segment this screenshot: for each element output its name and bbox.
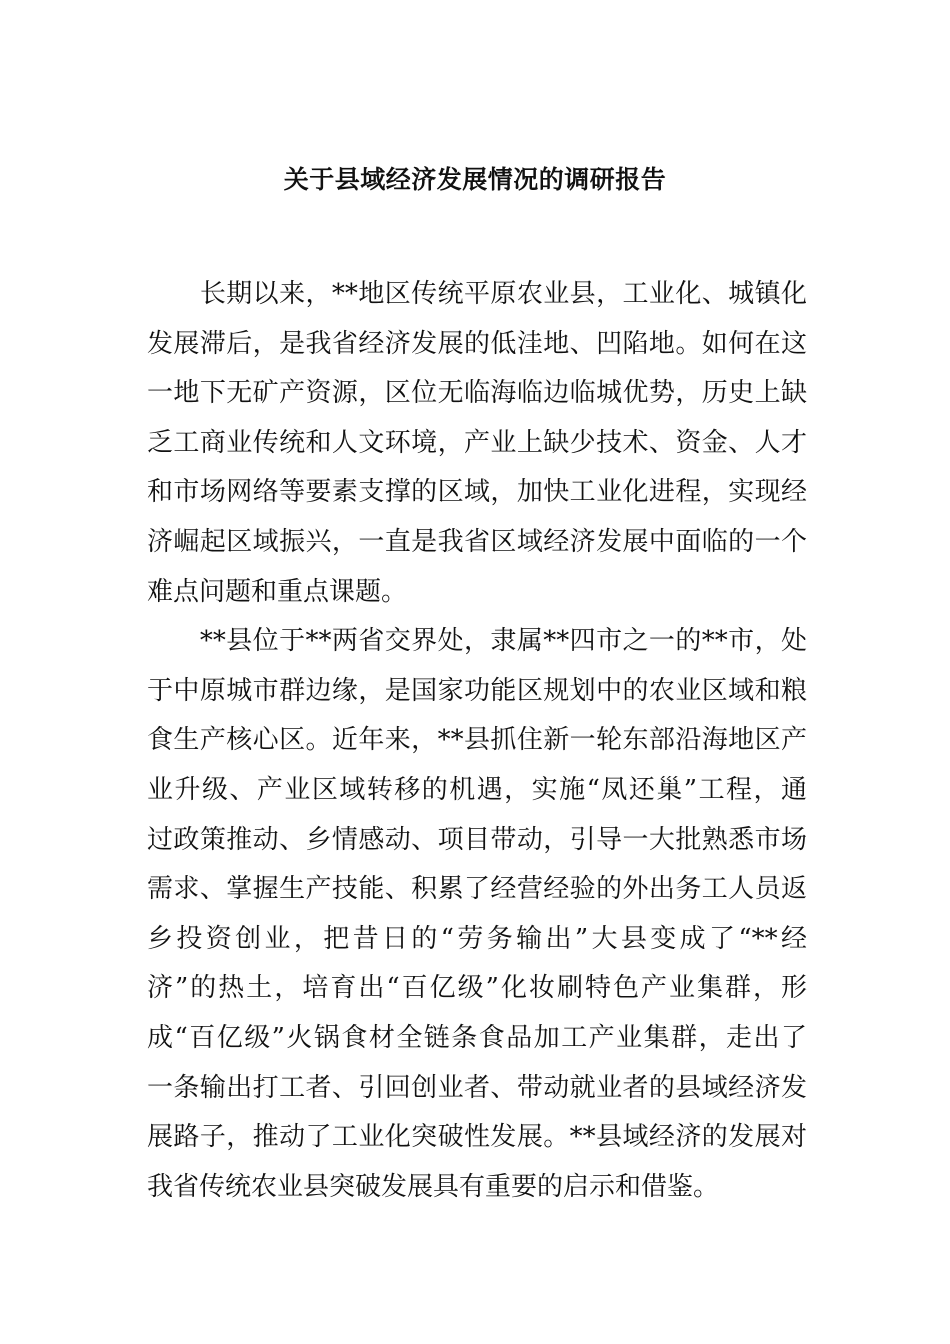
text-line: 乡投资创业，把昔日的“劳务输出”大县变成了“**经: [147, 923, 807, 954]
text-line: 一地下无矿产资源，区位无临海临边临城优势，历史上缺: [147, 378, 807, 409]
text-line: 食生产核心区。近年来，**县抓住新一轮东部沿海地区产: [147, 725, 807, 756]
text-line: 济崛起区域振兴，一直是我省区域经济发展中面临的一个: [147, 526, 807, 557]
text-line: 长期以来，**地区传统平原农业县，工业化、城镇化: [147, 279, 807, 309]
text-line: 展路子，推动了工业化突破性发展。**县域经济的发展对: [147, 1122, 807, 1153]
document-body: [147, 270, 807, 1212]
text-line: 一条输出打工者、引回创业者、带动就业者的县域经济发: [147, 1072, 807, 1103]
text-line: 和市场网络等要素支撑的区域，加快工业化进程，实现经: [147, 477, 807, 508]
paragraph-intro: [147, 270, 807, 617]
text-line: **县位于**两省交界处，隶属**四市之一的**市，处: [147, 626, 807, 657]
paragraph-county-overview: [147, 617, 807, 1212]
text-line: 我省传统农业县突破发展具有重要的启示和借鉴。: [147, 1171, 720, 1202]
text-line: 济”的热土，培育出“百亿级”化妆刷特色产业集群，形: [147, 973, 807, 1004]
text-line: 过政策推动、乡情感动、项目带动，引导一大批熟悉市场: [147, 824, 807, 855]
text-line: 于中原城市群边缘，是国家功能区规划中的农业区域和粮: [147, 675, 807, 706]
text-line: 需求、掌握生产技能、积累了经营经验的外出务工人员返: [147, 874, 807, 905]
text-line: 乏工商业传统和人文环境，产业上缺少技术、资金、人才: [147, 427, 807, 458]
text-line: 成“百亿级”火锅食材全链条食品加工产业集群，走出了: [147, 1022, 807, 1053]
text-line: 发展滞后，是我省经济发展的低洼地、凹陷地。如何在这: [147, 328, 807, 359]
document-title: 关于县域经济发展情况的调研报告: [283, 165, 667, 194]
text-line: 难点问题和重点课题。: [147, 576, 408, 607]
text-line: 业升级、产业区域转移的机遇，实施“凤还巢”工程，通: [147, 774, 807, 805]
